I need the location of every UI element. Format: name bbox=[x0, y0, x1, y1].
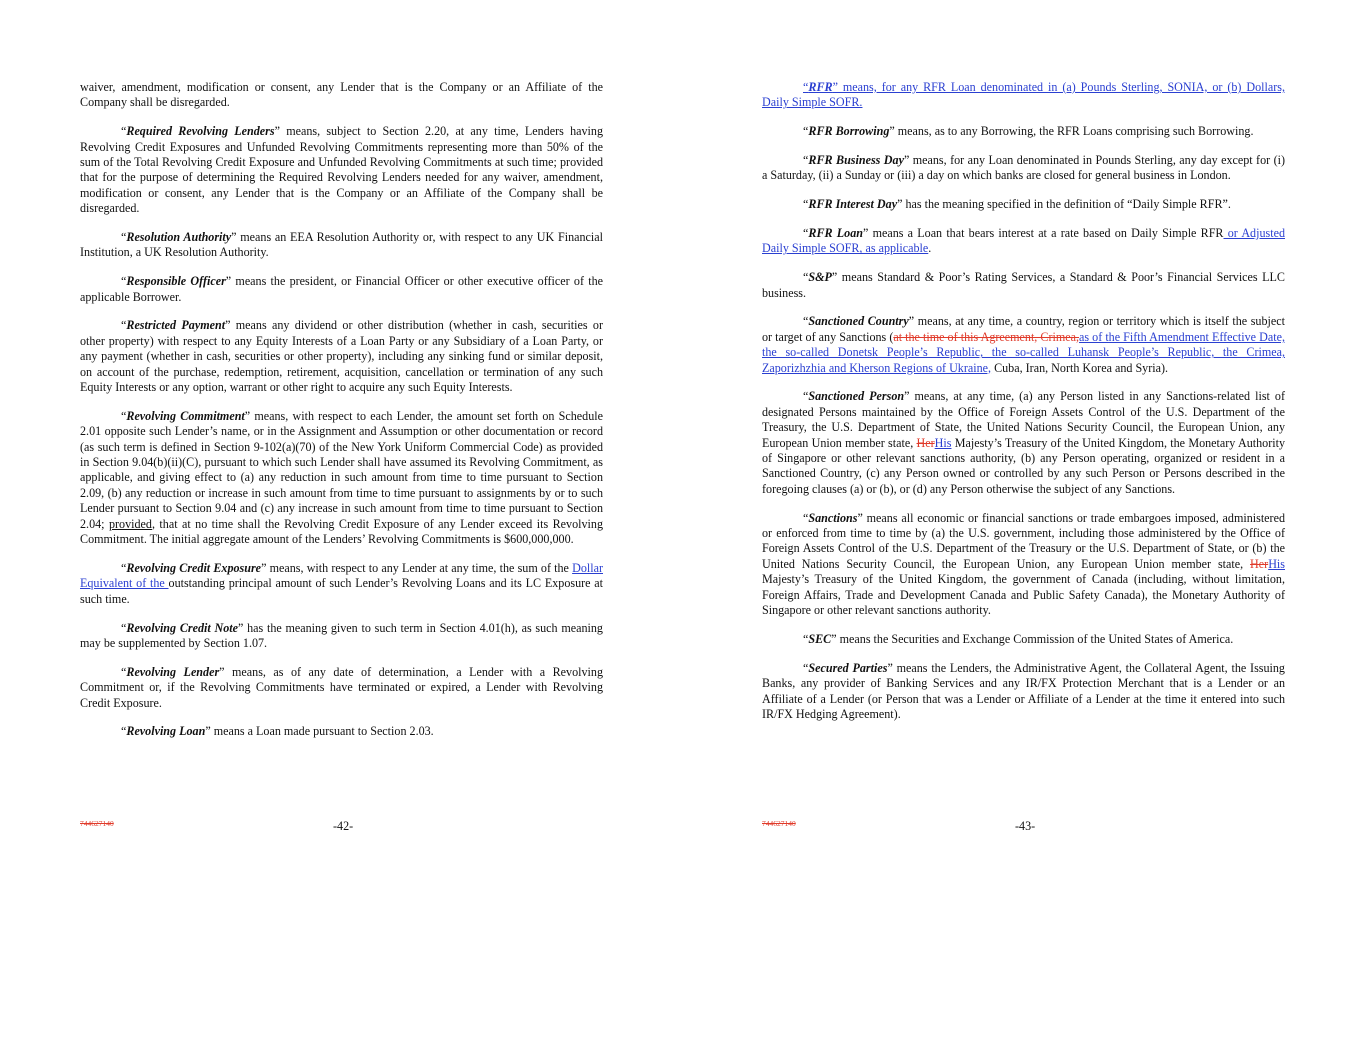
definition-rfr-borrowing: “RFR Borrowing” means, as to any Borrowing, the RFR Loans comprising such Borrowing. bbox=[803, 124, 1254, 139]
definition-revolving-lender: “Revolving Lender” means, as of any date of determination, a Lender with a Revolving Commitment or, if the Revolving Commitments have terminated or expired, a Lender with Revolving Credit Exposure. bbox=[80, 664, 604, 710]
definition-rfr-loan: “RFR Loan” means a Loan that bears interest at a rate based on Daily Simple RFR or Adjusted Daily Simple SOFR, as applicable. bbox=[762, 226, 1285, 256]
deleted-text: at the time of this Agreement, Crimea, bbox=[893, 329, 1080, 344]
defined-term: RFR Business Day bbox=[808, 153, 904, 167]
defined-term: Restricted Payment bbox=[126, 318, 226, 333]
defined-term: Responsible Officer bbox=[126, 274, 226, 289]
deleted-text: Her bbox=[916, 435, 935, 450]
defined-term: Revolving Lender bbox=[126, 664, 220, 679]
inserted-text: His bbox=[1268, 556, 1285, 571]
defined-term: Revolving Commitment bbox=[126, 408, 245, 423]
definition-continuation: waiver, amendment, modification or consent, any Lender that is the Company or an Affiliate of the Company shall be disregarded. bbox=[80, 80, 603, 110]
document-id-deleted: 744627140 bbox=[80, 819, 114, 828]
defined-term: RFR Interest Day bbox=[808, 197, 898, 212]
definition-restricted-payment: “Restricted Payment” means any dividend or other distribution (whether in cash, securities or other property) with respect to any Equity Interests of a Loan Party or any Subsidiary of a Loan Party, or any payment (whether in cash, securities or other property), including any sinking fund or similar deposit, on account of the purchase, redemption, retirement, acquisition, cancellation or termination of any such Equity Interests or any option, warrant or other right to acquire any such Equity Interests. bbox=[80, 318, 603, 395]
inserted-text: or Adjusted Daily Simple SOFR, as applicable bbox=[762, 226, 1285, 256]
deleted-text: Her bbox=[1250, 556, 1269, 571]
defined-term: Revolving Credit Exposure bbox=[126, 560, 262, 575]
definition-sanctioned-person: “Sanctioned Person” means, at any time, (a) any Person listed in any Sanctions-related list of designated Persons maintained by the Office of Foreign Assets Control of the U.S. Department of the Treasury, the U.S. Department of State, the United Nations Security Council, the European Union, any European Union member state, HerHis Majesty’s Treasury of the United Kingdom, the Monetary Authority of Singapore or other relevant sanctions authority, (b) any Person operating, organized or resident in a Sanctioned Country, (c) any Person owned or controlled by any such Person or Persons described in the foregoing clauses (a) or (b), or (d) any Person otherwise the subject of any Sanctions. bbox=[762, 389, 1285, 496]
defined-term: Revolving Credit Note bbox=[126, 620, 238, 635]
page-number: -42- bbox=[333, 819, 354, 833]
definition-revolving-commitment: “Revolving Commitment” means, with respect to each Lender, the amount set forth on Schedule 2.01 opposite such Lender’s name, or in the Assignment and Assumption or other documentation or record (as such term is defined in Section 9-102(a)(70) of the New York Uniform Commercial Code) as provided in Section 9.04(b)(ii)(C), pursuant to which such Lender shall have assumed its Revolving Commitment, as applicable, and giving effect to (a) any reduction in such amount from time to time pursuant to Section 2.09, (b) any reduction or increase in such amount from time to time pursuant to assignments by or to such Lender pursuant to Section 9.04 and (c) any increase in such amount from time to time pursuant to Section 2.04; provided, that at no time shall the Revolving Credit Exposure of any Lender exceed its Revolving Commitment. The initial aggregate amount of the Lenders’ Revolving Commitments is $600,000,000. bbox=[80, 408, 603, 547]
defined-term: RFR Loan bbox=[808, 226, 863, 240]
left-page bbox=[80, 80, 603, 753]
definition-required-revolving-lenders: “Required Revolving Lenders” means, subject to Section 2.20, at any time, Lenders having Revolving Credit Exposures and Unfunded Revolving Commitments representing more than 50% of the sum of the Total Revolving Credit Exposure and Unfunded Revolving Commitments at such time; provided that for the purpose of determining the Required Revolving Lenders needed for any waiver, amendment, modification or consent, any Lender that is the Company or an Affiliate of the Company shall be disregarded. bbox=[80, 124, 603, 216]
defined-term: RFR Borrowing bbox=[808, 124, 890, 139]
defined-term: Revolving Loan bbox=[126, 724, 206, 739]
defined-term: Required Revolving Lenders bbox=[126, 124, 275, 139]
definition-revolving-credit-exposure: “Revolving Credit Exposure” means, with respect to any Lender at any time, the sum of the Dollar Equivalent of the outstanding principal amount of such Lender’s Revolving Loans and its LC Exposure at such time. bbox=[80, 560, 603, 606]
defined-term: Sanctioned Person bbox=[808, 389, 905, 404]
defined-term: Sanctioned Country bbox=[808, 314, 909, 329]
right-page bbox=[762, 80, 1285, 736]
definition-revolving-loan: “Revolving Loan” means a Loan made pursuant to Section 2.03. bbox=[121, 724, 434, 739]
page-number: -43- bbox=[1015, 819, 1036, 833]
definition-rfr: “RFR” means, for any RFR Loan denominated in (a) Pounds Sterling, SONIA, or (b) Dollars, Daily Simple SOFR. bbox=[762, 80, 1285, 110]
underlined-provided: provided bbox=[108, 516, 152, 531]
defined-term: Resolution Authority bbox=[126, 230, 232, 245]
definition-revolving-credit-note: “Revolving Credit Note” has the meaning given to such term in Section 4.01(h), as such meaning may be supplemented by Section 1.07. bbox=[80, 620, 603, 650]
inserted-text: ” means, for any RFR Loan denominated in (a) Pounds Sterling, SONIA, or (b) Dollars, Daily Simple SOFR. bbox=[762, 80, 1285, 110]
definition-sanctioned-country: “Sanctioned Country” means, at any time, a country, region or territory which is itself the subject or target of any Sanctions (at the time of this Agreement, Crimea,as of the Fifth Amendment Effective Date, the so-called Donetsk People’s Republic, the so-called Luhansk People’s Republic, the Crimea, Zaporizhzhia and Kherson Regions of Ukraine, Cuba, Iran, North Korea and Syria). bbox=[762, 314, 1285, 375]
defined-term: S&P bbox=[808, 270, 832, 285]
inserted-text: His bbox=[934, 435, 952, 450]
definition-sec: “SEC” means the Securities and Exchange Commission of the United States of America. bbox=[803, 631, 1234, 646]
definition-sanctions: “Sanctions” means all economic or financial sanctions or trade embargoes imposed, administered or enforced from time to time by (a) the U.S. government, including those administered by the Office of Foreign Assets Control of the U.S. Department of the Treasury or the U.S. Department of State, or (b) the United Nations Security Council, the European Union, any European Union member state, HerHis Majesty’s Treasury of the United Kingdom, the government of Canada (including, without limitation, Foreign Affairs, Trade and Development Canada and Public Safety Canada), the Monetary Authority of Singapore or other relevant sanctions authority. bbox=[762, 510, 1285, 618]
definition-resolution-authority: “Resolution Authority” means an EEA Resolution Authority or, with respect to any UK Financial Institution, a UK Resolution Authority. bbox=[80, 230, 603, 260]
defined-term: SEC bbox=[808, 631, 832, 646]
definition-s-and-p: “S&P” means Standard & Poor’s Rating Services, a Standard & Poor’s Financial Services LLC business. bbox=[762, 270, 1285, 300]
definition-rfr-business-day: “RFR Business Day” means, for any Loan denominated in Pounds Sterling, any day except for (i) a Saturday, (ii) a Sunday or (iii) a day on which banks are closed for general business in London. bbox=[762, 153, 1286, 183]
inserted-text: as of the Fifth Amendment Effective Date, the so-called Donetsk People’s Republic, the so-called Luhansk People’s Republic, the Crimea, Zaporizhzhia and Kherson Regions of Ukraine, bbox=[762, 329, 1285, 375]
defined-term: RFR bbox=[808, 80, 833, 94]
defined-term: Secured Parties bbox=[808, 660, 888, 675]
document-id-deleted: 744627140 bbox=[762, 819, 796, 828]
definition-responsible-officer: “Responsible Officer” means the president, or Financial Officer or other executive officer of the applicable Borrower. bbox=[80, 274, 603, 304]
inserted-text: Dollar Equivalent of the bbox=[80, 560, 603, 591]
defined-term: Sanctions bbox=[808, 510, 858, 525]
definition-secured-parties: “Secured Parties” means the Lenders, the Administrative Agent, the Collateral Agent, the Issuing Banks, any provider of Banking Services and any IR/FX Protection Merchant that is a Lender or an Affiliate of a Lender (or Person that was a Lender or Affiliate of a Lender at the time it entered into such IR/FX Hedging Agreement). bbox=[762, 660, 1285, 721]
definition-rfr-interest-day: “RFR Interest Day” has the meaning specified in the definition of “Daily Simple RFR”. bbox=[803, 197, 1231, 212]
